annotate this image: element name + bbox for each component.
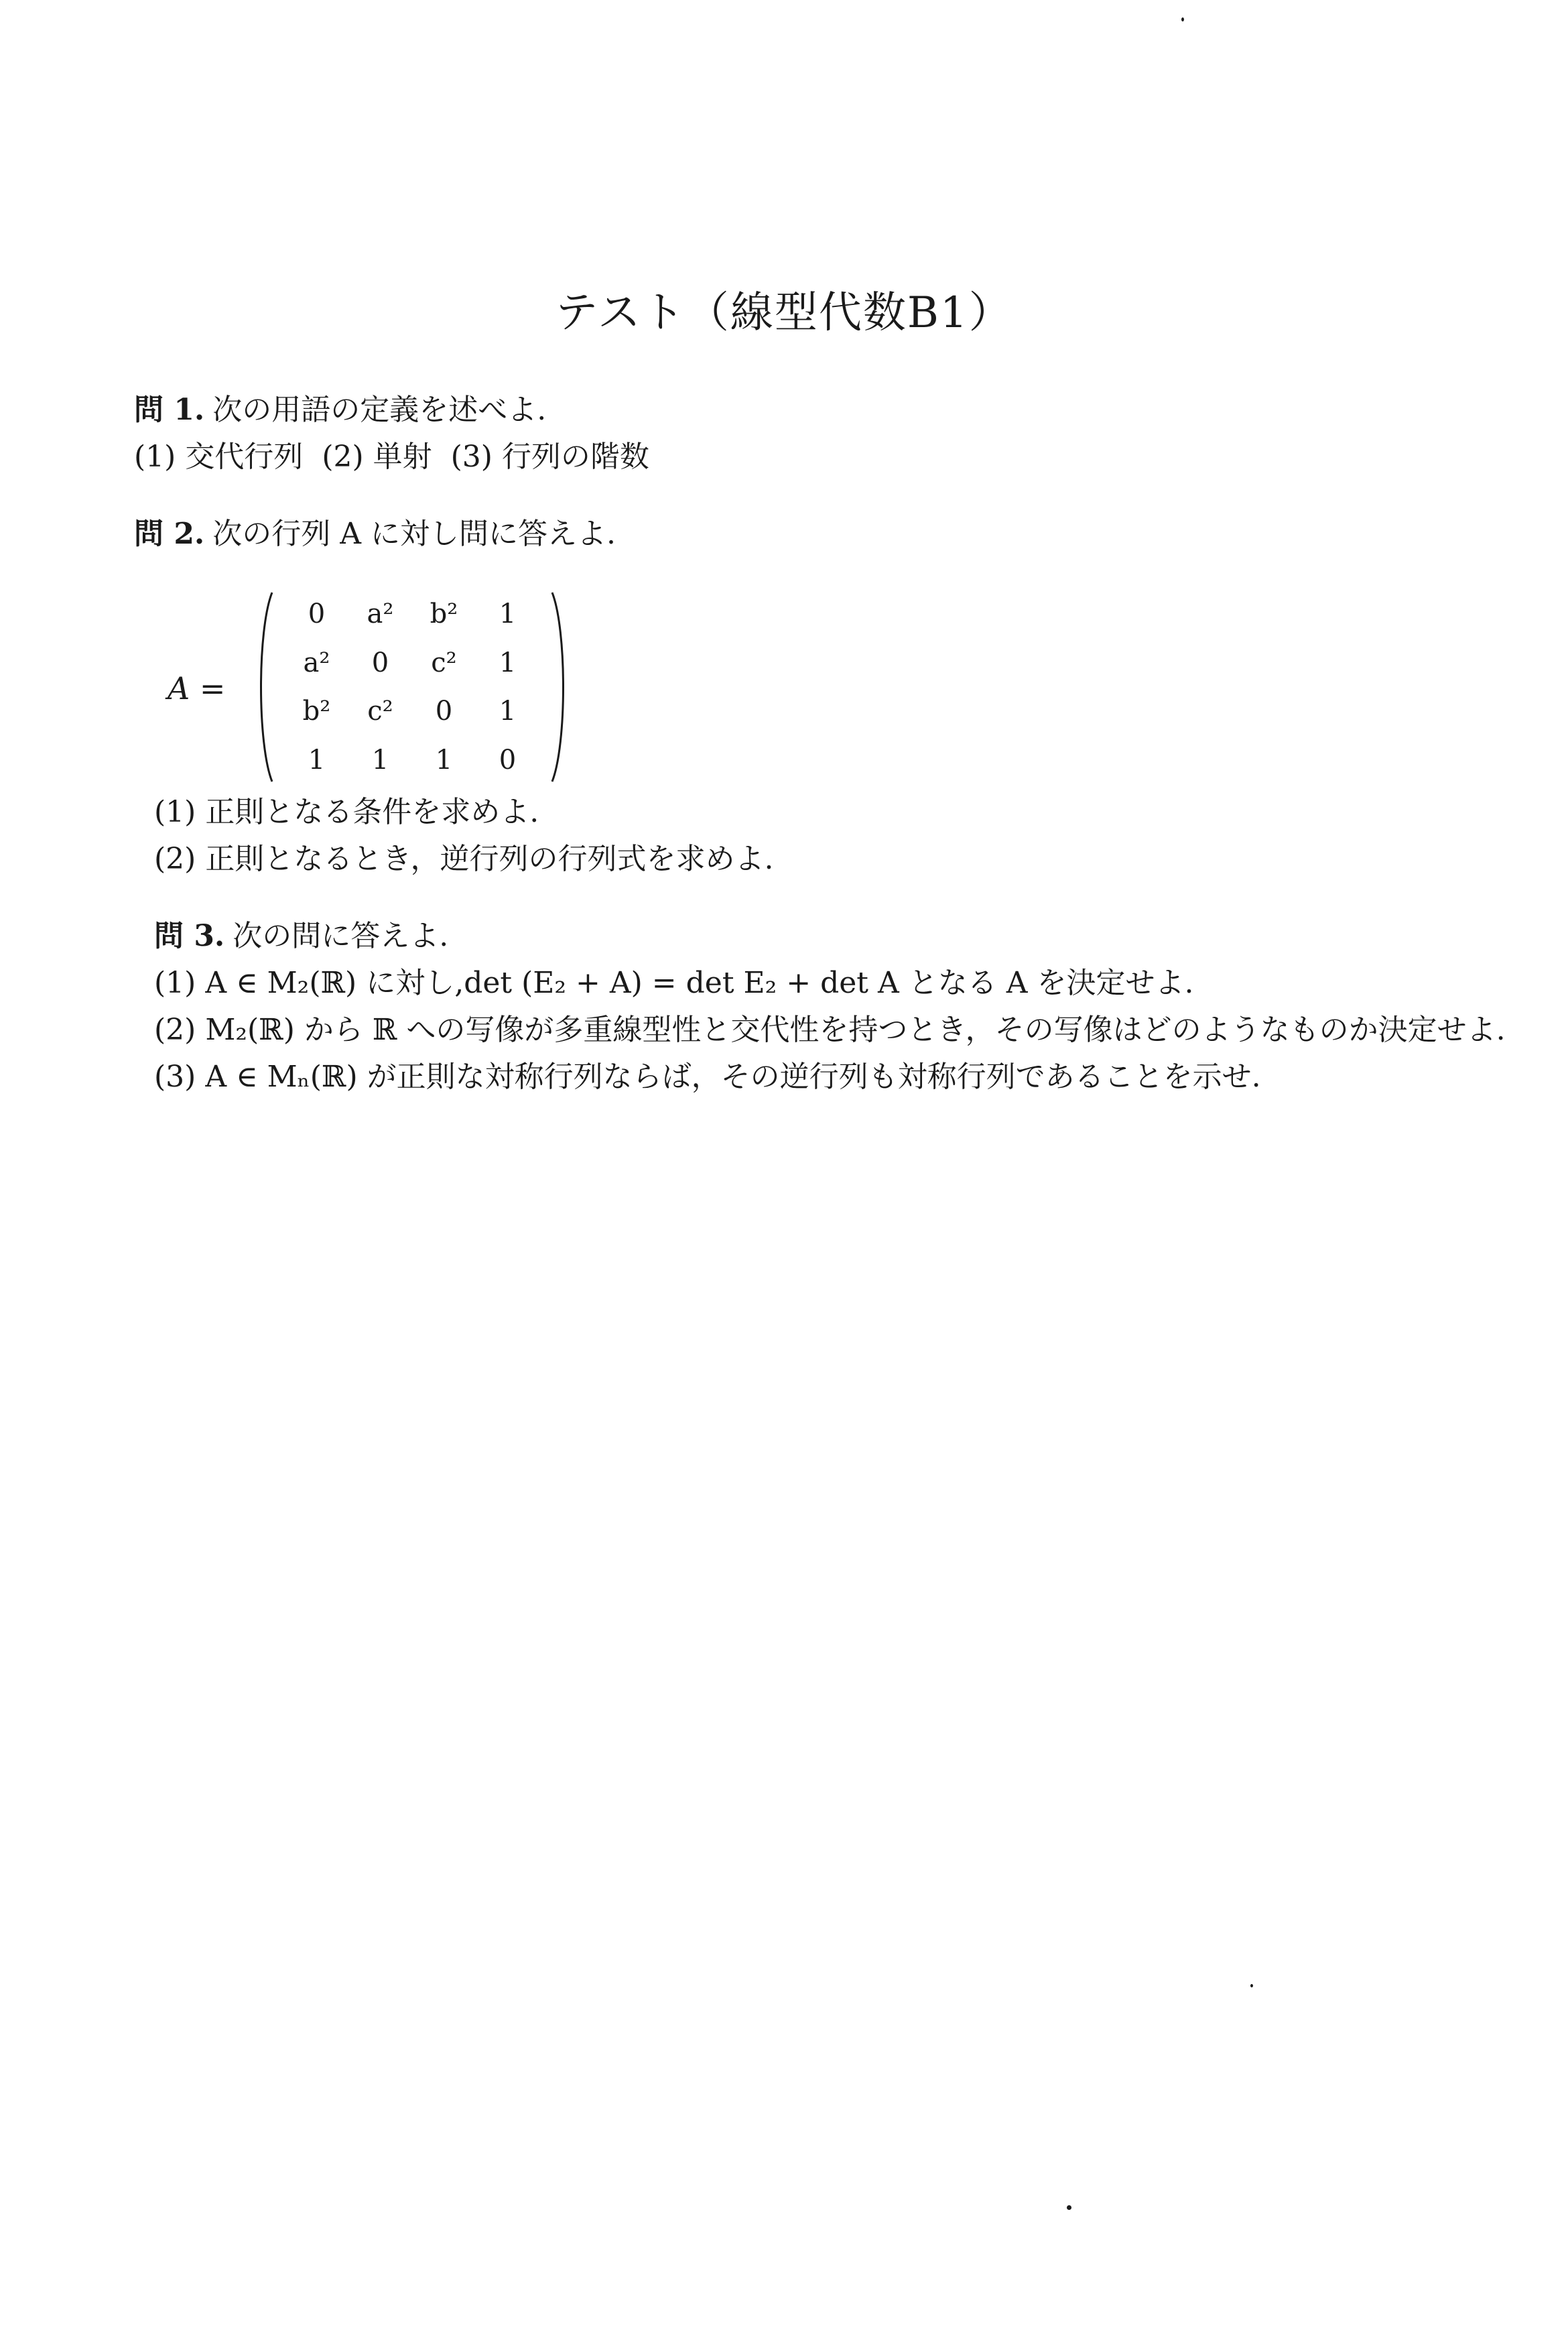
scan-speck [1181, 17, 1184, 21]
scan-speck [1250, 1984, 1253, 1987]
question-1-text: 次の用語の定義を述べよ. [212, 393, 547, 427]
question-1-item: (1) 交代行列 [134, 440, 304, 474]
question-2-label: 問 2. [134, 517, 205, 551]
question-3-item: (1) A ∈ M₂(ℝ) に対し,det (E₂ + A) = det E₂ + det A となる A を決定せよ. [154, 966, 1194, 1000]
matrix-cell: 1 [499, 647, 517, 678]
question-3-label: 問 3. [154, 919, 225, 953]
right-parenthesis [549, 590, 570, 784]
matrix-cell: 0 [371, 647, 389, 678]
matrix-cell: 1 [499, 696, 517, 727]
matrix-cell: 0 [499, 744, 517, 776]
matrix-A [255, 590, 570, 784]
matrix-cell: c² [431, 647, 457, 678]
question-1-items [134, 432, 649, 475]
matrix-cell: 1 [371, 744, 389, 776]
question-1-item: (2) 単射 [322, 440, 432, 474]
question-2-text: 次の行列 A に対し問に答えよ. [212, 517, 616, 551]
matrix-cell: 0 [308, 599, 326, 630]
question-1-item: (3) 行列の階数 [450, 440, 649, 474]
exam-title: テスト（線型代数B1） [555, 288, 1013, 338]
question-3-item: (2) M₂(ℝ) から ℝ への写像が多重線型性と交代性を持つとき，その写像はどのようなものか決定せよ. [154, 1013, 1506, 1047]
matrix-cell: a² [367, 599, 394, 630]
matrix-cell: b² [302, 696, 331, 727]
question-1-heading [134, 385, 546, 428]
question-2-item: (2) 正則となるとき，逆行列の行列式を求めよ. [154, 842, 774, 876]
matrix-grid [285, 590, 539, 784]
left-parenthesis [255, 590, 275, 784]
question-3-text: 次の問に答えよ. [233, 919, 449, 953]
question-1-label: 問 1. [134, 393, 205, 427]
question-3-heading [154, 912, 448, 954]
matrix-cell: b² [430, 599, 458, 630]
question-2-item: (1) 正則となる条件を求めよ. [154, 795, 539, 829]
matrix-lhs: A = [168, 670, 226, 706]
question-2-heading [134, 509, 616, 552]
scan-speck [1067, 2205, 1071, 2210]
matrix-cell: 1 [499, 599, 517, 630]
matrix-cell: a² [303, 647, 330, 678]
matrix-cell: 0 [435, 696, 453, 727]
matrix-cell: 1 [308, 744, 326, 776]
matrix-cell: c² [367, 696, 393, 727]
matrix-cell: 1 [435, 744, 453, 776]
question-3-item: (3) A ∈ Mₙ(ℝ) が正則な対称行列ならば，その逆行列も対称行列であることを示せ. [154, 1060, 1261, 1094]
